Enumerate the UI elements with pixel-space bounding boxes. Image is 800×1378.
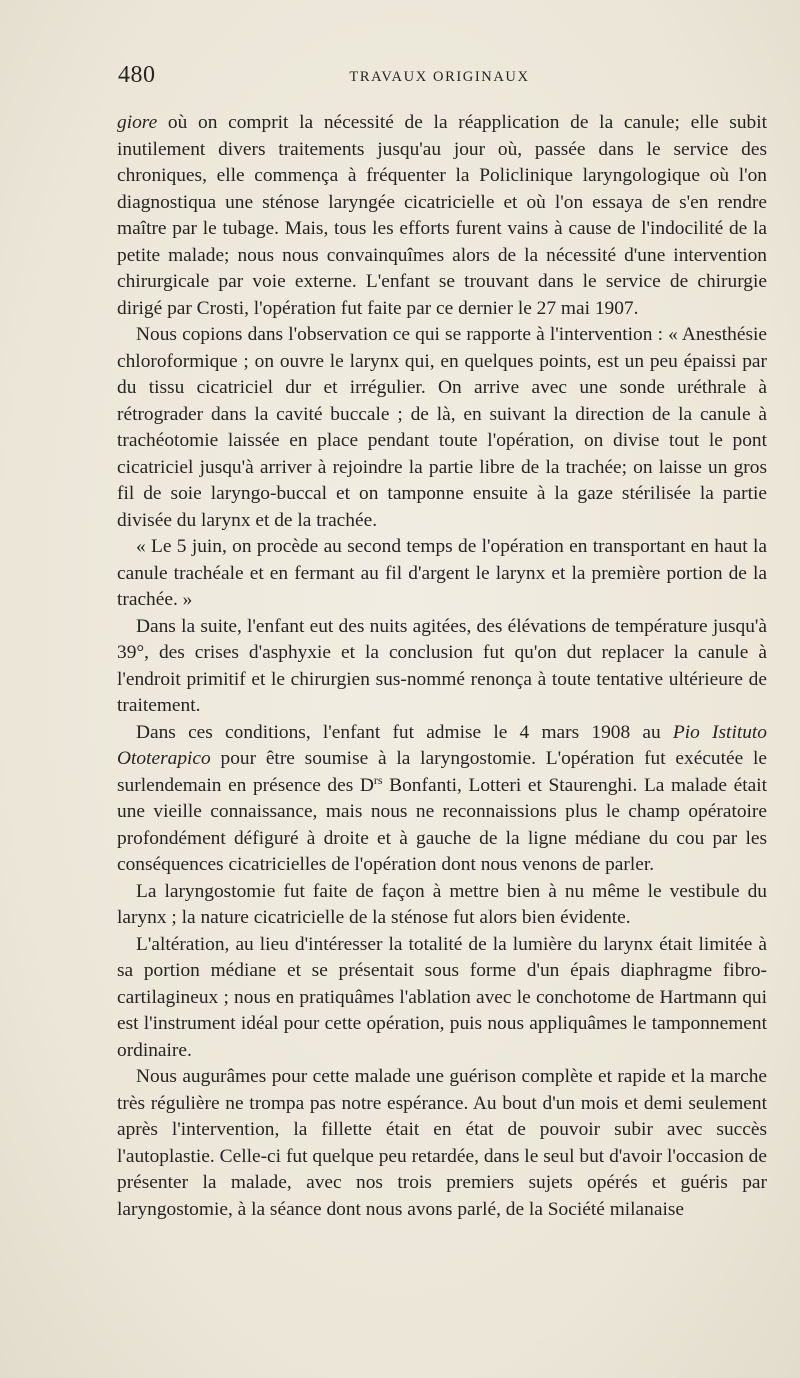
paragraph: Nous copions dans l'observation ce qui se rapporte à l'intervention : « Anesthésie chloroformique ; on ouvre le larynx qui, en quelques points, est un peu épaissi par du tissu cicatriciel dur et irrégulier. On arrive avec une sonde uréthrale à rétrograder dans la cavité buccale ; de là, en suivant la direction de la canule à trachéotomie laissée en place pendant toute l'opération, on divise tout le pont cicatriciel jusqu'à arriver à rejoindre la partie libre de la trachée; on laisse un gros fil de soie laryngo-buccal et on tamponne ensuite à la gaze stérilisée la partie divisée du larynx et de la trachée. bbox=[117, 324, 767, 531]
italic-institute: Pio Istituto Ototerapico bbox=[117, 721, 767, 769]
page-header bbox=[112, 62, 767, 92]
superscript: rs bbox=[373, 772, 383, 787]
paragraph: Nous augurâmes pour cette malade une guérison complète et rapide et la marche très régulière ne trompa pas notre espérance. Au bout d'un mois et demi seulement après l'intervention, la fillette était en état de pouvoir subir avec succès l'autoplastie. Celle-ci fut quelque peu retardée, dans le seul but d'avoir l'occasion de présenter la malade, avec nos trois premiers sujets opérés et guéris par laryngostomie, à la séance dont nous avons parlé, de la Société milanaise bbox=[117, 1066, 767, 1220]
paragraph: Dans ces conditions, l'enfant fut admise le 4 mars 1908 au Pio Istituto Ototerapico pour être soumise à la laryngostomie. L'opération fut exécutée le surlendemain en présence des $D^{rs}$ Bonfanti, Lotteri et Staurenghi. La malade était une vieille connaissance, mais nous ne reconnaissions plus le champ opératoire profondément défiguré à droite et à gauche de la ligne médiane du cou par les conséquences cicatricielles de l'opération dont nous venons de parler. bbox=[117, 721, 767, 875]
body-text bbox=[117, 110, 767, 1223]
paragraph: giore où on comprit la nécessité de la réapplication de la canule; elle subit inutilement divers traitements jusqu'au jour où, passée dans le service des chroniques, elle commença à fréquenter la Policlinique laryngologique où l'on diagnostiqua une sténose laryngée cicatricielle et où l'on essaya de s'en rendre maître par le tubage. Mais, tous les efforts furent vains à cause de l'indocilité de la petite malade; nous nous convainquîmes alors de la nécessité d'une intervention chirurgicale par voie externe. L'enfant se trouvant dans le service de chirurgie dirigé par Crosti, l'opération fut faite par ce dernier le 27 mai 1907. bbox=[117, 112, 767, 319]
paragraph: « Le 5 juin, on procède au second temps de l'opération en transportant en haut la canule trachéale et en fermant au fil d'argent le larynx et la première portion de la trachée. » bbox=[117, 536, 767, 610]
page-number: 480 bbox=[118, 62, 156, 88]
running-head: TRAVAUX ORIGINAUX bbox=[349, 69, 530, 85]
italic-lead: giore bbox=[117, 112, 158, 133]
paragraph: Dans la suite, l'enfant eut des nuits agitées, des élévations de température jusqu'à 39°, des crises d'asphyxie et la conclusion fut qu'on dut replacer la canule à l'endroit primitif et le chirurgien sus-nommé renonça à toute tentative ultérieure de traitement. bbox=[117, 615, 767, 716]
paragraph: La laryngostomie fut faite de façon à mettre bien à nu même le vestibule du larynx ; la nature cicatricielle de la sténose fut alors bien évidente. bbox=[117, 880, 767, 928]
paragraph: L'altération, au lieu d'intéresser la totalité de la lumière du larynx était limitée à sa portion médiane et se présentait sous forme d'un épais diaphragme fibro-cartilagineux ; nous en pratiquâmes l'ablation avec le conchotome de Hartmann qui est l'instrument idéal pour cette opération, puis nous appliquâmes le tamponnement ordinaire. bbox=[117, 933, 767, 1061]
